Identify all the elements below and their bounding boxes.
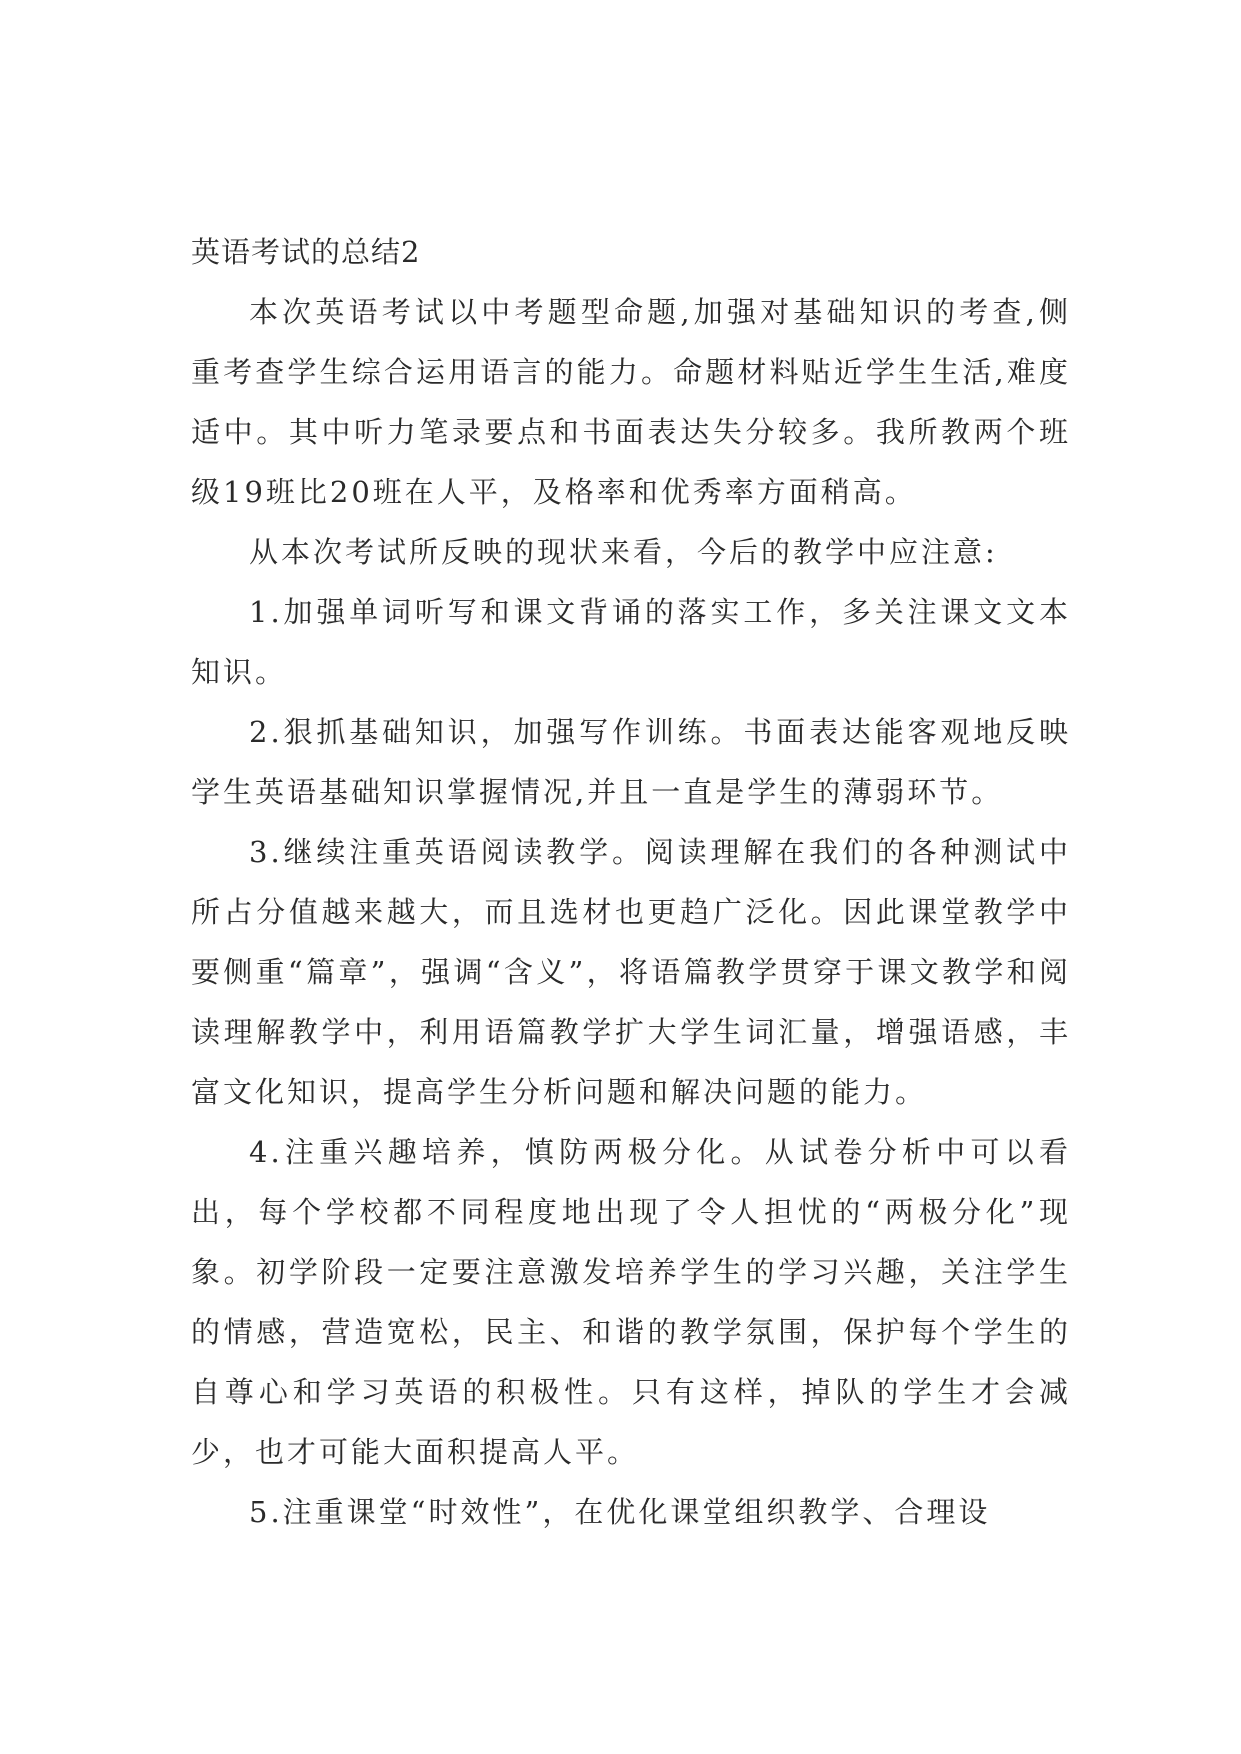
- paragraph-intro: 本次英语考试以中考题型命题,加强对基础知识的考查,侧重考查学生综合运用语言的能力。命题材料贴近学生生活,难度适中。其中听力笔录要点和书面表达失分较多。我所教两个班级19班比20班在人平，及格率和优秀率方面稍高。: [191, 295, 1071, 509]
- paragraph-point-1: 1.加强单词听写和课文背诵的落实工作，多关注课文文本知识。: [191, 595, 1071, 689]
- paragraph-lead-in: 从本次考试所反映的现状来看，今后的教学中应注意:: [249, 535, 998, 569]
- paragraph-point-5: 5.注重课堂“时效性”，在优化课堂组织教学、合理设: [249, 1495, 991, 1529]
- paragraph-point-4: 4.注重兴趣培养，慎防两极分化。从试卷分析中可以看出，每个学校都不同程度地出现了令人担忧的“两极分化”现象。初学阶段一定要注意激发培养学生的学习兴趣，关注学生的情感，营造宽松，民主、和谐的教学氛围，保护每个学生的自尊心和学习英语的积极性。只有这样，掉队的学生才会减少，也才可能大面积提高人平。: [191, 1135, 1071, 1469]
- paragraph-point-3: 3.继续注重英语阅读教学。阅读理解在我们的各种测试中所占分值越来越大，而且选材也更趋广泛化。因此课堂教学中要侧重“篇章”，强调“含义”，将语篇教学贯穿于课文教学和阅读理解教学中，利用语篇教学扩大学生词汇量，增强语感，丰富文化知识，提高学生分析问题和解决问题的能力。: [191, 835, 1071, 1109]
- paragraph-point-2: 2.狠抓基础知识，加强写作训练。书面表达能客观地反映学生英语基础知识掌握情况,并且一直是学生的薄弱环节。: [191, 715, 1071, 809]
- document-body: [191, 222, 1071, 1542]
- document-title: 英语考试的总结2: [191, 235, 421, 269]
